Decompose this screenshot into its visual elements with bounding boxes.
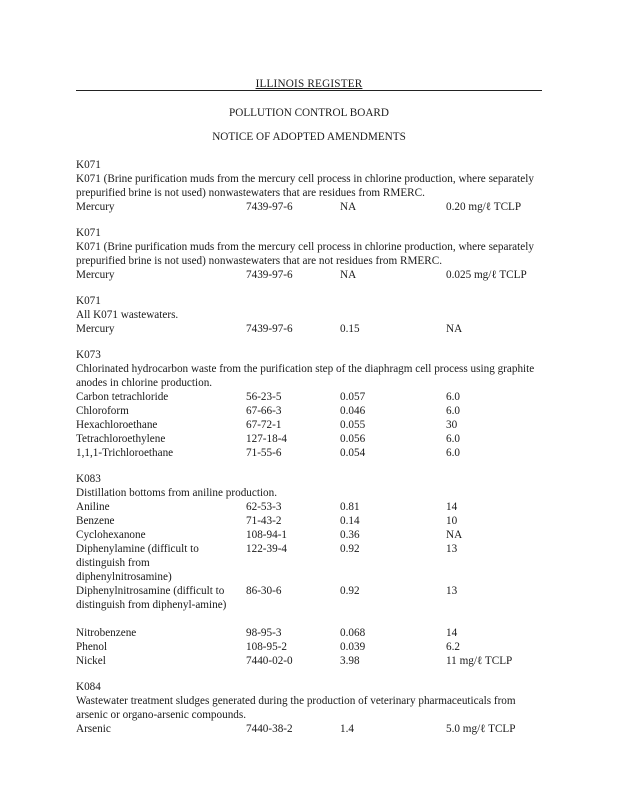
- wastewater-standard: 0.92: [340, 585, 360, 597]
- waste-description: All K071 wastewaters.: [76, 309, 179, 321]
- waste-section: [76, 472, 542, 668]
- wastewater-standard: 0.057: [340, 391, 366, 403]
- constituent-name: Aniline: [76, 501, 110, 513]
- waste-section: [76, 680, 542, 736]
- constituent-name: Nickel: [76, 655, 106, 667]
- wastewater-standard: 0.068: [340, 627, 366, 639]
- constituent-row: [76, 722, 542, 736]
- nonwastewater-standard: 6.0: [446, 405, 460, 417]
- nonwastewater-standard: 0.025 mg/ℓ TCLP: [446, 269, 527, 281]
- nonwastewater-standard: 0.20 mg/ℓ TCLP: [446, 201, 522, 213]
- wastewater-standard: NA: [340, 269, 357, 281]
- constituent-row: [76, 654, 542, 668]
- nonwastewater-standard: 6.2: [446, 641, 460, 653]
- wastewater-standard: 0.14: [340, 515, 360, 527]
- waste-description: Distillation bottoms from aniline production.: [76, 487, 278, 499]
- waste-code: K071: [76, 227, 101, 239]
- waste-code: K073: [76, 349, 101, 361]
- wastewater-standard: 0.046: [340, 405, 366, 417]
- cas-number: 67-72-1: [246, 419, 282, 431]
- cas-number: 71-55-6: [246, 447, 282, 459]
- waste-section: [76, 348, 542, 460]
- waste-code: K084: [76, 681, 101, 693]
- constituent-row: [76, 322, 542, 336]
- wastewater-standard: 0.15: [340, 323, 360, 335]
- document-page: [76, 78, 542, 748]
- nonwastewater-standard: 30: [446, 419, 458, 431]
- cas-number: 127-18-4: [246, 433, 288, 445]
- nonwastewater-standard: 10: [446, 515, 458, 527]
- register-title: ILLINOIS REGISTER: [255, 78, 363, 90]
- wastewater-standard: 0.92: [340, 543, 360, 555]
- wastewater-standard: 0.055: [340, 419, 366, 431]
- nonwastewater-standard: 13: [446, 543, 458, 555]
- wastewater-standard: 0.054: [340, 447, 366, 459]
- constituent-name: Nitrobenzene: [76, 627, 137, 639]
- nonwastewater-standard: NA: [446, 529, 463, 541]
- cas-number: 71-43-2: [246, 515, 282, 527]
- constituent-row: [76, 268, 542, 282]
- constituent-name: Arsenic: [76, 723, 111, 735]
- cas-number: 7440-02-0: [246, 655, 293, 667]
- notice-title: NOTICE OF ADOPTED AMENDMENTS: [212, 131, 406, 143]
- wastewater-standard: 0.056: [340, 433, 366, 445]
- constituent-name: Tetrachloroethylene: [76, 433, 166, 445]
- nonwastewater-standard: 6.0: [446, 391, 460, 403]
- cas-number: 98-95-3: [246, 627, 282, 639]
- constituent-name: Diphenylnitrosamine (difficult to distinguish from diphenyl-amine): [76, 585, 227, 611]
- cas-number: 86-30-6: [246, 585, 282, 597]
- constituent-row: [76, 500, 542, 514]
- constituent-row: [76, 446, 542, 460]
- constituent-row: [76, 528, 542, 542]
- wastewater-standard: 3.98: [340, 655, 360, 667]
- constituent-name: Benzene: [76, 515, 115, 527]
- cas-number: 7439-97-6: [246, 201, 293, 213]
- constituent-row: [76, 584, 542, 626]
- nonwastewater-standard: 6.0: [446, 433, 460, 445]
- nonwastewater-standard: 11 mg/ℓ TCLP: [446, 655, 513, 667]
- waste-description: K071 (Brine purification muds from the mercury cell process in chlorine production, where separately prepurified brine is not used) nonwastewaters that are not residues from RMERC.: [76, 241, 534, 267]
- constituent-row: [76, 432, 542, 446]
- cas-number: 122-39-4: [246, 543, 288, 555]
- cas-number: 7440-38-2: [246, 723, 293, 735]
- constituent-name: Mercury: [76, 323, 115, 335]
- register-header: [76, 78, 542, 94]
- constituent-row: [76, 390, 542, 404]
- constituent-name: Hexachloroethane: [76, 419, 158, 431]
- waste-section: [76, 158, 542, 214]
- waste-description: K071 (Brine purification muds from the mercury cell process in chlorine production, where separately prepurified brine is not used) nonwastewaters that are residues from RMERC.: [76, 173, 534, 199]
- constituent-row: [76, 542, 542, 584]
- nonwastewater-standard: 6.0: [446, 447, 460, 459]
- waste-sections: [76, 158, 542, 736]
- waste-code: K071: [76, 159, 101, 171]
- constituent-row: [76, 404, 542, 418]
- waste-description: Chlorinated hydrocarbon waste from the purification step of the diaphragm cell process using graphite anodes in chlorine production.: [76, 363, 535, 389]
- waste-section: [76, 294, 542, 336]
- cas-number: 62-53-3: [246, 501, 282, 513]
- waste-code: K083: [76, 473, 101, 485]
- constituent-name: Chloroform: [76, 405, 129, 417]
- constituent-name: Mercury: [76, 269, 115, 281]
- constituent-name: Phenol: [76, 641, 108, 653]
- wastewater-standard: NA: [340, 201, 357, 213]
- nonwastewater-standard: 14: [446, 501, 458, 513]
- waste-section: [76, 226, 542, 282]
- wastewater-standard: 1.4: [340, 723, 354, 735]
- constituent-row: [76, 418, 542, 432]
- nonwastewater-standard: NA: [446, 323, 463, 335]
- nonwastewater-standard: 14: [446, 627, 458, 639]
- wastewater-standard: 0.36: [340, 529, 360, 541]
- constituent-name: 1,1,1-Trichloroethane: [76, 447, 174, 459]
- cas-number: 108-95-2: [246, 641, 288, 653]
- cas-number: 7439-97-6: [246, 269, 293, 281]
- nonwastewater-standard: 13: [446, 585, 458, 597]
- constituent-name: Cyclohexanone: [76, 529, 146, 541]
- constituent-row: [76, 640, 542, 654]
- constituent-name: Mercury: [76, 201, 115, 213]
- wastewater-standard: 0.81: [340, 501, 360, 513]
- waste-code: K071: [76, 295, 101, 307]
- constituent-row: [76, 514, 542, 528]
- waste-description: Wastewater treatment sludges generated during the production of veterinary pharmaceuticals from arsenic or organo-arsenic compounds.: [76, 695, 516, 721]
- constituent-row: [76, 626, 542, 640]
- cas-number: 56-23-5: [246, 391, 282, 403]
- wastewater-standard: 0.039: [340, 641, 366, 653]
- constituent-name: Carbon tetrachloride: [76, 391, 169, 403]
- constituent-name: Diphenylamine (difficult to distinguish from diphenylnitrosamine): [76, 543, 199, 583]
- cas-number: 67-66-3: [246, 405, 282, 417]
- cas-number: 7439-97-6: [246, 323, 293, 335]
- nonwastewater-standard: 5.0 mg/ℓ TCLP: [446, 723, 516, 735]
- constituent-row: [76, 200, 542, 214]
- cas-number: 108-94-1: [246, 529, 288, 541]
- board-title: POLLUTION CONTROL BOARD: [229, 107, 389, 119]
